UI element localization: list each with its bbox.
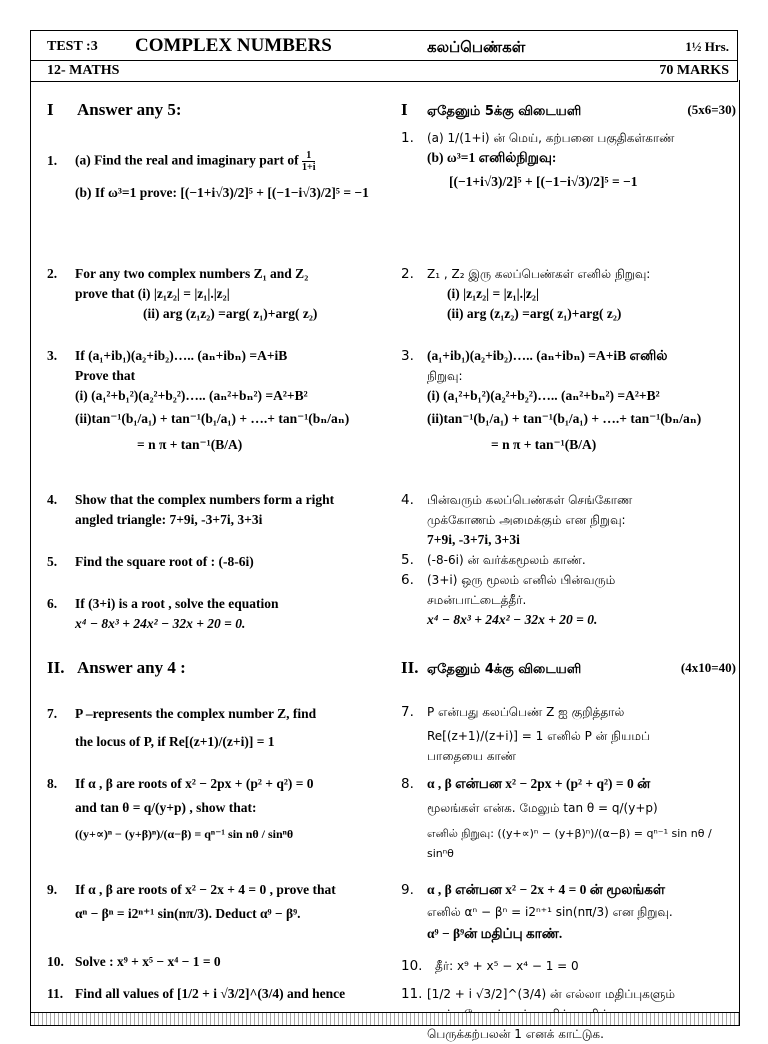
question-3: 3. If (a₁+ib₁)(a₂+ib₂)….. (aₙ+ibₙ) =A+iB Prove that (i) (a₁²+b₁²)(a₂²+b₂²)….. (aₙ²+bₙ²) =A²+B² (ii)tan⁻¹(b₁/a₁) + tan⁻¹(b₁/a₁) + ….+ tan⁻¹(bₙ/aₙ) = n π + tan⁻¹(B/A) — [47, 348, 350, 452]
question-8: 8. If α , β are roots of x² − 2px + (p² + q²) = 0 and tan θ = q/(y+p) , show that: ((y+∝)ⁿ − (y+β)ⁿ)/(α−β) = qⁿ⁻¹ sin nθ / sinⁿθ — [47, 776, 314, 841]
question-5: 5. Find the square root of : (-8-6i) — [47, 554, 254, 569]
tamil-question-2: 2. Z₁ , Z₂ இரு கலப்பெண்கள் எனில் நிறுவு: (i) |z₁z₂| = |z₁|.|z₂| (ii) arg (z₁z₂) =arg( z₁)+arg( z₂) — [401, 266, 651, 321]
tamil-question-6: 6. (3+i) ஒரு மூலம் எனில் பின்வரும் சமன்பாட்டைத்தீர். x⁴ − 8x³ + 24x² − 32x + 20 = 0. — [401, 572, 616, 627]
tamil-question-5: 5. (-8-6i) ன் வர்க்கமூலம் காண். — [401, 552, 586, 568]
question-11: 11. Find all values of [1/2 + i √3/2]^(3/4) and hence — [47, 986, 346, 1001]
header-row-1 — [47, 36, 729, 58]
total-marks: 70 MARKS — [659, 63, 729, 78]
exam-title-tamil: கலப்பெண்கள் — [427, 38, 526, 56]
exam-page — [30, 30, 738, 1041]
tamil-question-3: 3. (a₁+ib₁)(a₂+ib₂)….. (aₙ+ibₙ) =A+iB எனில் நிறுவு: (i) (a₁²+b₁²)(a₂²+b₂²)….. (aₙ²+bₙ²) =A²+B² (ii)tan⁻¹(b₁/a₁) + tan⁻¹(b₁/a₁) + ….+ tan⁻¹(bₙ/aₙ) = n π + tan⁻¹(B/A) — [401, 348, 702, 452]
section-2-heading: II. Answer any 4 : — [47, 658, 186, 677]
duration: 1½ Hrs. — [685, 39, 729, 54]
question-body — [30, 80, 740, 1041]
tamil-question-4: 4. பின்வரும் கலப்பெண்கள் செங்கோண முக்கோணம் அமைக்கும் என நிறுவு: 7+9i, -3+7i, 3+3i — [401, 492, 633, 547]
tamil-question-7: 7. P என்பது கலப்பெண் Z ஐ குறித்தால் Re[(z+1)/(z+i)] = 1 எனில் P ன் நியமப் பாதையை காண் — [401, 704, 650, 763]
tamil-question-8: 8. α , β என்பன x² − 2px + (p² + q²) = 0 ன் மூலங்கள் என்க. மேலும் tan θ = q/(y+p) எனில் நிறுவு: ((y+∝)ⁿ − (y+β)ⁿ)/(α−β) = qⁿ⁻¹ sin nθ / sinⁿθ — [401, 776, 712, 860]
tamil-section-1-heading: I ஏதேனும் 5க்கு விடையளி (5x6=30) — [401, 100, 736, 119]
question-4: 4. Show that the complex numbers form a right angled triangle: 7+9i, -3+7i, 3+3i — [47, 492, 335, 527]
exam-title: COMPLEX NUMBERS — [135, 35, 332, 56]
tamil-section-2-heading: II. ஏதேனும் 4க்கு விடையளி (4x10=40) — [401, 658, 736, 677]
question-9: 9. If α , β are roots of x² − 2x + 4 = 0 , prove that αⁿ − βⁿ = i2ⁿ⁺¹ sin(nπ/3). Deduct α⁹ − β⁹. — [47, 882, 336, 921]
tamil-question-9: 9. α , β என்பன x² − 2x + 4 = 0 ன் மூலங்கள் எனில் αⁿ − βⁿ = i2ⁿ⁺¹ sin(nπ/3) என நிறுவு. α⁹ − β⁹ன் மதிப்பு காண். — [401, 882, 673, 941]
question-10: 10. Solve : x⁹ + x⁵ − x⁴ − 1 = 0 — [47, 954, 221, 969]
tamil-question-10: 10. தீர்: x⁹ + x⁵ − x⁴ − 1 = 0 — [401, 958, 579, 974]
question-2: 2. For any two complex numbers Z₁ and Z₂ prove that (i) |z₁z₂| = |z₁|.|z₂| (ii) arg (z₁z₂) =arg( z₁)+arg( z₂) — [47, 266, 318, 321]
question-1: 1. (a) Find the real and imaginary part of $\frac{1}{1+i}$ (b) If ω³=1 prove: [(−1+i√3)/2]⁵ + [(−1−i√3)/2]⁵ = −1 — [47, 150, 369, 200]
exam-header — [30, 30, 738, 82]
test-label: TEST :3 — [47, 39, 98, 54]
section-1-heading: I Answer any 5: — [47, 100, 182, 119]
tamil-question-1: 1. (a) 1/(1+i) ன் மெய், கற்பனை பகுதிகள்காண் (b) ω³=1 எனில்நிறுவு: [(−1+i√3)/2]⁵ + [(−1−i√3)/2]⁵ = −1 — [401, 130, 675, 189]
tamil-question-11: 11. [1/2 + i √3/2]^(3/4) ன் எல்லா மதிப்புகளும் பெருக்கற்பலன் 1 எனக் காட்டுக. — [401, 986, 675, 1041]
question-6: 6. If (3+i) is a root , solve the equation x⁴ − 8x³ + 24x² − 32x + 20 = 0. — [47, 596, 279, 631]
header-row-2 — [31, 60, 737, 79]
class-label: 12- MATHS — [47, 63, 120, 78]
question-7: 7. P –represents the complex number Z, find the locus of P, if Re[(z+1)/(z+i)] = 1 — [47, 706, 317, 749]
